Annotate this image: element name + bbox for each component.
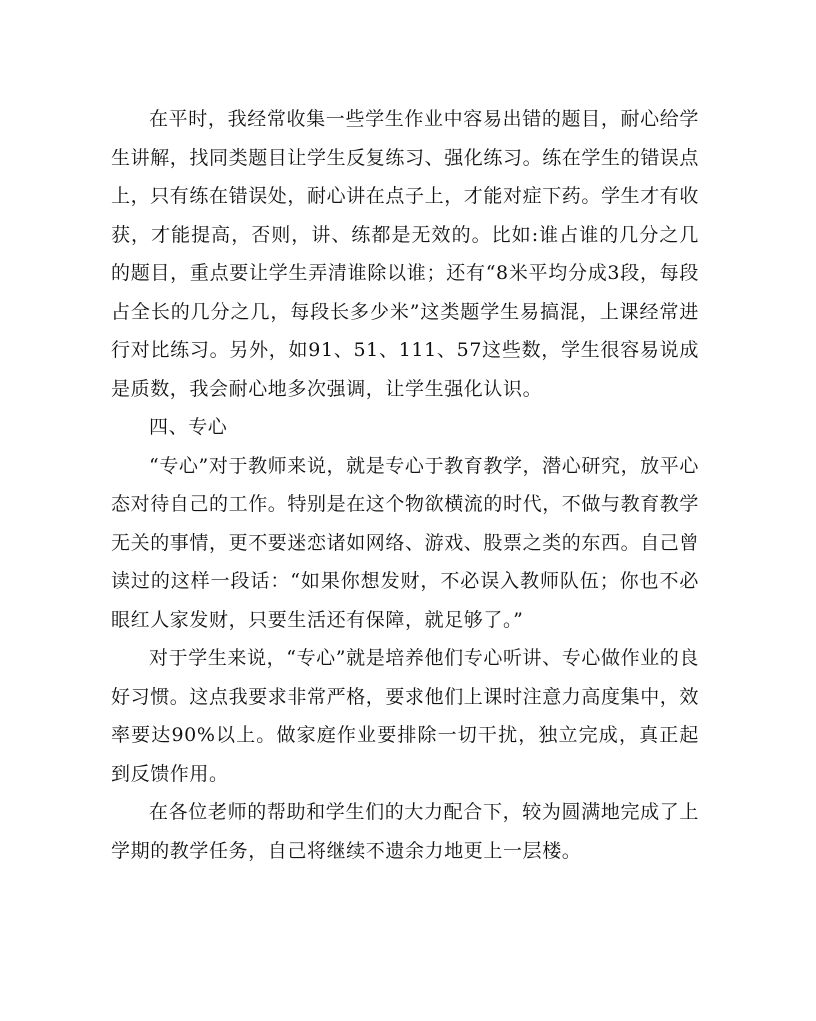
paragraph-student-focus: 对于学生来说，“专心”就是培养他们专心听讲、专心做作业的良好习惯。这点我要求非常严格，要求他们上课时注意力高度集中，效率要达90%以上。做家庭作业要排除一切干扰，独立完成，真正起到反馈作用。 bbox=[111, 647, 700, 785]
paragraph-practice-mistakes: 在平时，我经常收集一些学生作业中容易出错的题目，耐心给学生讲解，找同类题目让学生反复练习、强化练习。练在学生的错误点上，只有练在错误处，耐心讲在点子上，才能对症下药。学生才有收获，才能提高，否则，讲、练都是无效的。比如:谁占谁的几分之几的题目，重点要让学生弄清谁除以谁；还有“8米平均分成3段，每段占全长的几分之几，每段长多少米”这类题学生易搞混，上课经常进行对比练习。另外，如91、51、111、57这些数，学生很容易说成是质数，我会耐心地多次强调，让学生强化认识。 bbox=[111, 108, 700, 400]
paragraph-conclusion: 在各位老师的帮助和学生们的大力配合下，较为圆满地完成了上学期的教学任务，自己将继续不遗余力地更上一层楼。 bbox=[111, 801, 699, 862]
section-heading-focus: 四、专心 bbox=[149, 416, 228, 438]
document-body bbox=[111, 100, 699, 870]
paragraph-teacher-focus: “专心”对于教师来说，就是专心于教育教学，潜心研究，放平心态对待自己的工作。特别是在这个物欲横流的时代，不做与教育教学无关的事情，更不要迷恋诸如网络、游戏、股票之类的东西。自己曾读过的这样一段话：“如果你想发财，不必误入教师队伍；你也不必眼红人家发财，只要生活还有保障，就足够了。” bbox=[111, 454, 700, 631]
